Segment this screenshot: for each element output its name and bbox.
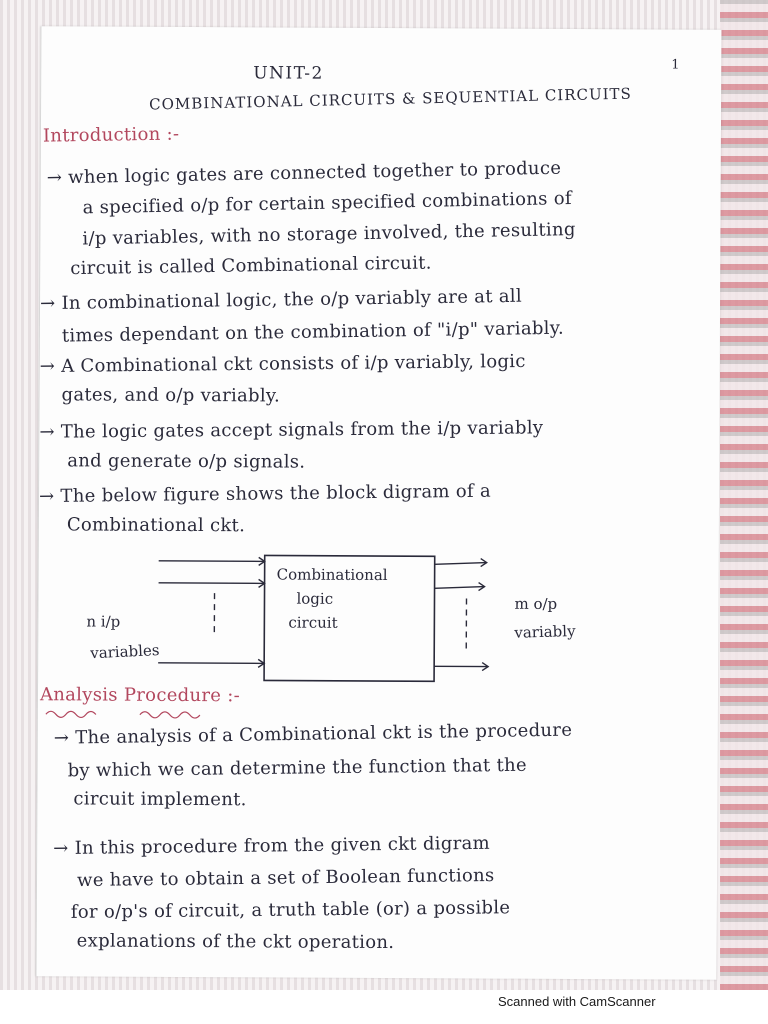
input-line xyxy=(159,583,265,584)
analysis-heading: Analysis Procedure :- xyxy=(39,684,241,707)
notebook-page xyxy=(36,26,722,980)
intro-line: → In combinational logic, the o/p variably are at all xyxy=(39,285,523,315)
arrow-icon: → xyxy=(39,355,56,378)
arrow-icon: → xyxy=(46,167,63,189)
background-edge xyxy=(720,0,768,990)
intro-line: → when logic gates are connected together to produce xyxy=(46,157,562,189)
analysis-line: we have to obtain a set of Boolean functions xyxy=(76,864,495,892)
intro-line: circuit is called Combinational circuit. xyxy=(70,252,432,280)
chapter-subtitle: COMBINATIONAL CIRCUITS & SEQUENTIAL CIRCUITS xyxy=(148,84,633,114)
block-label-line: circuit xyxy=(288,613,338,632)
input-label: n i/p xyxy=(86,612,121,631)
analysis-line: for o/p's of circuit, a truth table (or) a possible xyxy=(70,897,511,923)
arrow-icon: → xyxy=(53,727,70,749)
analysis-line: explanations of the ckt operation. xyxy=(76,930,395,954)
unit-title: UNIT-2 xyxy=(253,63,324,84)
arrow-icon: → xyxy=(38,485,55,508)
intro-line: i/p variables, with no storage involved, the resulting xyxy=(82,219,576,250)
analysis-line: circuit implement. xyxy=(73,788,247,811)
intro-line: → A Combinational ckt consists of i/p variably, logic xyxy=(39,350,526,378)
page-number: 1 xyxy=(671,57,680,73)
intro-line: gates, and o/p variably. xyxy=(61,384,281,407)
introduction-heading: Introduction :- xyxy=(42,123,180,147)
output-line xyxy=(435,586,485,588)
arrow-icon: → xyxy=(39,293,56,315)
output-label: m o/p xyxy=(514,594,558,613)
analysis-line: by which we can determine the function that the xyxy=(67,754,528,782)
output-line xyxy=(435,562,487,564)
analysis-line: → In this procedure from the given ckt digram xyxy=(53,832,491,860)
intro-line: a specified o/p for certain specified combinations of xyxy=(82,188,573,219)
arrow-icon: → xyxy=(39,421,55,443)
arrow-icon: → xyxy=(53,837,69,860)
block-diagram xyxy=(78,546,639,689)
intro-line: → The logic gates accept signals from the i/p variably xyxy=(39,417,544,443)
input-line xyxy=(158,663,264,664)
input-line xyxy=(159,561,265,562)
input-label: variables xyxy=(89,641,160,663)
intro-line: → The below figure shows the block digram of a xyxy=(38,480,492,508)
intro-line: and generate o/p signals. xyxy=(67,450,306,473)
scanner-watermark: Scanned with CamScanner xyxy=(498,994,656,1009)
intro-line: Combinational ckt. xyxy=(66,514,246,537)
intro-line: times dependant on the combination of "i/p" variably. xyxy=(61,317,565,347)
heading-squiggle xyxy=(44,708,254,721)
block-label-line: Combinational xyxy=(276,565,388,585)
output-label: variably xyxy=(514,621,576,642)
analysis-line: → The analysis of a Combinational ckt is the procedure xyxy=(53,719,573,749)
block-label-line: logic xyxy=(296,589,334,608)
